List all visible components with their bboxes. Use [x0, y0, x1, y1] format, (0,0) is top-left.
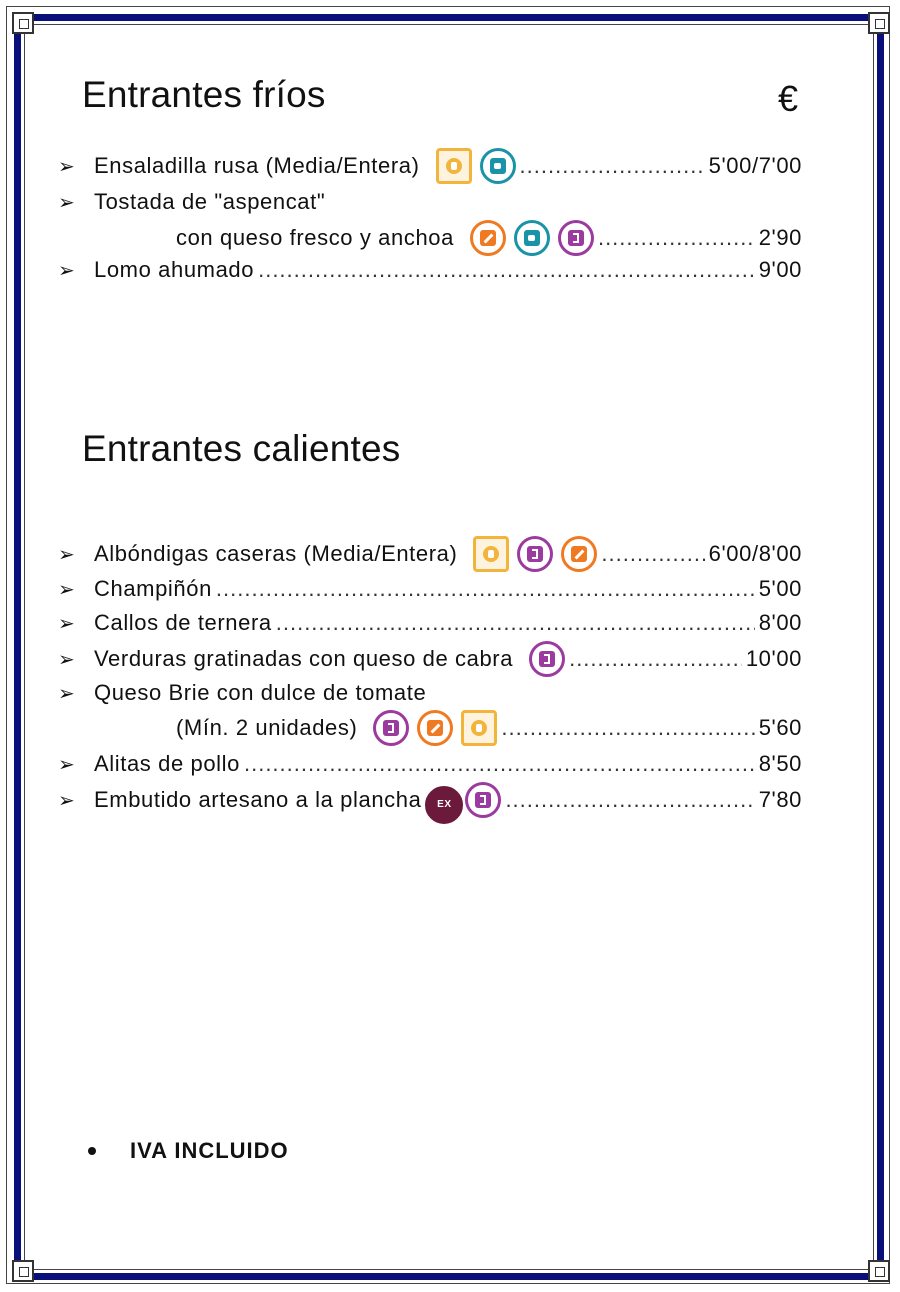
section-title-entrantes-frios: Entrantes fríos: [82, 74, 326, 115]
item-name: Alitas de pollo: [94, 751, 240, 776]
item-price: 8'00: [758, 610, 802, 635]
item-name: Champiñón: [94, 576, 212, 601]
section-title-entrantes-calientes: Entrantes calientes: [82, 428, 401, 469]
allergen-icons: [470, 220, 594, 256]
yellow-allergen-icon: [461, 710, 497, 746]
item-name: (Mín. 2 unidades): [176, 715, 358, 740]
corner-ornament-top-right: [868, 12, 890, 34]
item-price: 5'60: [758, 715, 802, 740]
item-price: 10'00: [745, 646, 802, 671]
arrow-bullet-icon: ➢: [58, 648, 76, 671]
item-price: 6'00/8'00: [708, 541, 802, 566]
dot-leader: [601, 541, 704, 567]
arrow-bullet-icon: ➢: [58, 191, 76, 214]
currency-symbol: €: [778, 78, 799, 119]
menu-item: [58, 538, 802, 570]
dot-leader: [216, 576, 755, 602]
item-name: Lomo ahumado: [94, 257, 255, 282]
item-name: con queso fresco y anchoa: [176, 225, 454, 250]
item-name: Verduras gratinadas con queso de cabra: [94, 646, 514, 671]
allergen-icons: [473, 536, 597, 572]
dot-leader: [598, 225, 755, 251]
arrow-bullet-icon: ➢: [58, 543, 76, 566]
menu-item: [58, 186, 802, 218]
orange-allergen-icon: [417, 710, 453, 746]
menu-item: [58, 712, 802, 744]
item-name: Callos de ternera: [94, 610, 272, 635]
allergen-icons: [436, 148, 516, 184]
bullet-dot-icon: [88, 1147, 96, 1155]
arrow-bullet-icon: ➢: [58, 682, 76, 705]
purple-allergen-icon: [373, 710, 409, 746]
item-price: 5'00: [758, 576, 802, 601]
dot-leader: [505, 787, 754, 813]
dot-leader: [569, 646, 742, 672]
menu-item: [58, 222, 802, 254]
arrow-bullet-icon: ➢: [58, 753, 76, 776]
item-price: 7'80: [758, 787, 802, 812]
item-price: 9'00: [758, 257, 802, 282]
menu-item: [58, 784, 802, 816]
purple-allergen-icon: [529, 641, 565, 677]
arrow-bullet-icon: ➢: [58, 789, 76, 812]
yellow-allergen-icon: [473, 536, 509, 572]
orange-allergen-icon: [561, 536, 597, 572]
menu-item: [58, 748, 802, 780]
corner-ornament-bottom-right: [868, 1260, 890, 1282]
maroon-allergen-icon: EX: [425, 786, 463, 824]
item-price: 2'90: [758, 225, 802, 250]
corner-ornament-top-left: [12, 12, 34, 34]
teal-allergen-icon: [480, 148, 516, 184]
item-price: 5'00/7'00: [708, 153, 802, 178]
item-name: Queso Brie con dulce de tomate: [94, 680, 427, 705]
purple-allergen-icon: [517, 536, 553, 572]
menu-item: [58, 677, 802, 709]
arrow-bullet-icon: ➢: [58, 612, 76, 635]
dot-leader: [276, 610, 755, 636]
corner-ornament-bottom-left: [12, 1260, 34, 1282]
allergen-icons: [373, 710, 497, 746]
dot-leader: [501, 715, 754, 741]
dot-leader: [258, 257, 755, 283]
menu-item: [58, 573, 802, 605]
arrow-bullet-icon: ➢: [58, 578, 76, 601]
purple-allergen-icon: [558, 220, 594, 256]
orange-allergen-icon: [470, 220, 506, 256]
dot-leader: [520, 153, 705, 179]
tax-note: [88, 1138, 289, 1164]
arrow-bullet-icon: ➢: [58, 155, 76, 178]
purple-allergen-icon: [465, 782, 501, 818]
menu-item: [58, 643, 802, 675]
item-name: Embutido artesano a la plancha: [94, 787, 422, 812]
dot-leader: [244, 751, 755, 777]
yellow-allergen-icon: [436, 148, 472, 184]
allergen-icons: [425, 781, 501, 819]
menu-item: [58, 150, 802, 182]
tax-note-text: IVA INCLUIDO: [130, 1138, 289, 1163]
menu-item: [58, 254, 802, 286]
item-name: Ensaladilla rusa (Media/Entera): [94, 153, 420, 178]
allergen-icons: [529, 641, 565, 677]
item-name: Albóndigas caseras (Media/Entera): [94, 541, 458, 566]
item-name: Tostada de "aspencat": [94, 189, 326, 214]
arrow-bullet-icon: ➢: [58, 259, 76, 282]
menu-item: [58, 607, 802, 639]
teal-allergen-icon: [514, 220, 550, 256]
item-price: 8'50: [758, 751, 802, 776]
